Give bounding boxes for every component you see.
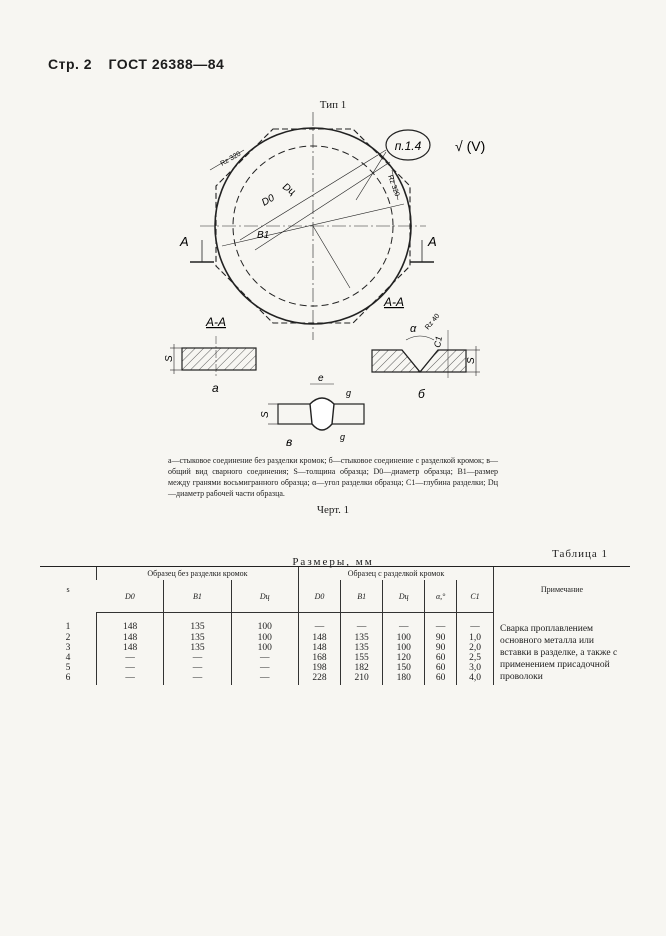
group-no-bevel-header: Образец без разделки кромок <box>97 567 299 581</box>
table-row: 4 — — — 168 155 120 60 2,5 <box>40 654 630 664</box>
section-b-plate <box>372 350 466 372</box>
sub-label-b: б <box>418 387 425 401</box>
roughness-label-1: Rz 320 <box>219 150 243 168</box>
section-a-title: А-А <box>206 315 227 329</box>
roughness-label-2: Rz 320 <box>386 174 401 198</box>
section-mark-right: A <box>428 234 437 249</box>
roughness-label-3: Rz 40 <box>424 312 442 332</box>
label-dc: Dц <box>280 181 298 198</box>
label-c1: C1 <box>432 335 444 349</box>
col-s-header: s <box>40 567 97 613</box>
section-mark-left: A <box>180 234 189 249</box>
label-alpha: α <box>410 323 417 335</box>
table-title: Размеры, мм <box>292 556 374 568</box>
sub-label-v: в <box>286 435 293 449</box>
label-g-top: g <box>346 388 352 398</box>
label-s-v: S <box>260 411 271 418</box>
section-a-plate <box>182 348 256 370</box>
col-header: B1 <box>164 580 231 613</box>
table-row: 6 — — — 228 210 180 60 4,0 <box>40 674 630 684</box>
group-bevel-header: Образец с разделкой кромок <box>298 567 493 581</box>
label-b1: B1 <box>257 230 270 241</box>
dimensions-table <box>40 566 630 685</box>
label-s-a: S <box>164 355 175 362</box>
note-header: Примечание <box>494 567 631 613</box>
table-row: 3 148 135 100 148 135 100 90 2,0 <box>40 644 630 654</box>
standard-number: ГОСТ 26388—84 <box>108 56 225 72</box>
col-header: Dц <box>231 580 298 613</box>
label-g-bottom: g <box>340 432 346 442</box>
page-number: Стр. 2 <box>48 56 93 72</box>
figure-type-label: Тип 1 <box>319 99 347 111</box>
figure-caption: а—стыковое соединение без разделки кромок; б—стыковое соединение с разделкой кромок; в—общий вид сварного соединения; S—толщина образца; D0—диаметр образца; B1—размер между гранями восьмигранного образца; α—угол разделки образца; C1—глубина разделки; Dц —диаметр рабочей части образца. <box>168 456 498 498</box>
label-s-b: S <box>466 357 477 364</box>
col-header: Dц <box>383 580 425 613</box>
sub-label-a: а <box>212 381 219 395</box>
col-header: B1 <box>341 580 383 613</box>
label-e: e <box>318 373 324 384</box>
callout-text: п.1.4 <box>394 139 422 153</box>
col-header: C1 <box>457 580 494 613</box>
label-d0: D0 <box>260 192 277 209</box>
table-number: Таблица 1 <box>552 548 609 560</box>
table-row: 1 148 135 100 — — — — — Сварка проплавлением основного металла или вставки в разделке, а также с применением присадочной проволоки <box>40 613 630 635</box>
weld-bead <box>310 398 334 430</box>
col-header: α,° <box>425 580 457 613</box>
section-b-title: А-А <box>384 295 405 309</box>
figure-label: Черт. 1 <box>316 504 350 516</box>
roughness-mark: √ (V) <box>455 138 486 154</box>
col-header: D0 <box>298 580 340 613</box>
col-header: D0 <box>97 580 164 613</box>
note-cell: Сварка проплавлением основного металла или вставки в разделке, а также с применением присадочной проволоки <box>494 613 631 685</box>
table-row: 5 — — — 198 182 150 60 3,0 <box>40 664 630 674</box>
table-row: 2 148 135 100 148 135 100 90 1,0 <box>40 634 630 644</box>
